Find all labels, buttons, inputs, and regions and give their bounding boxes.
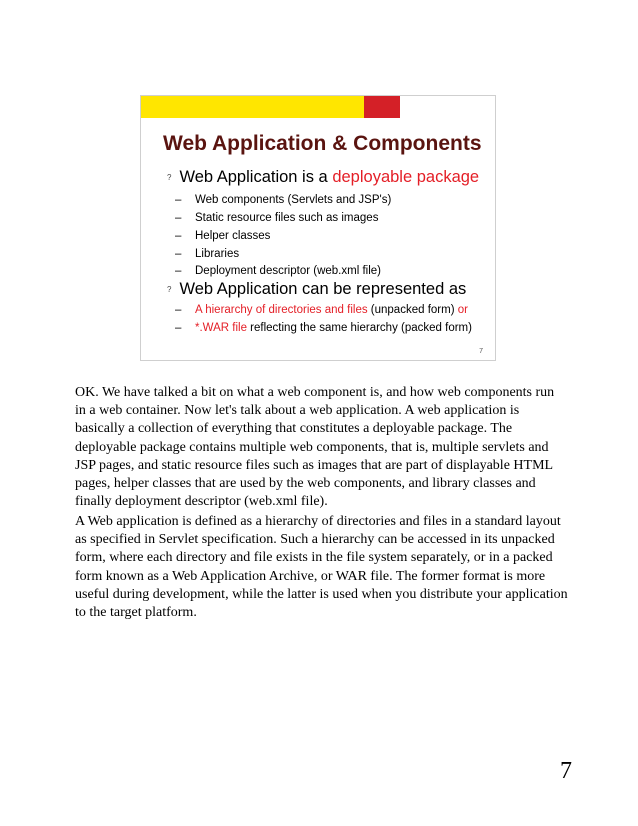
bullet-text: Web Application is a	[179, 168, 333, 186]
sub-item-highlight: or	[457, 304, 468, 316]
bullet-deployable-package	[167, 168, 479, 187]
dash-icon: –	[175, 194, 182, 206]
slide-number: 7	[479, 348, 483, 355]
dash-icon: –	[175, 322, 182, 334]
sub-item-text: reflecting the same hierarchy (packed form)	[246, 322, 472, 334]
sub-item-text: Libraries	[195, 248, 240, 260]
bullet-mark-icon: ?	[167, 173, 172, 183]
header-bar-yellow	[141, 96, 364, 118]
sub-item-text: Deployment descriptor (web.xml file)	[195, 265, 381, 277]
sub-item-text: (unpacked form)	[367, 304, 458, 316]
sub-item	[175, 322, 472, 334]
sub-item	[175, 212, 378, 224]
sub-item	[175, 230, 270, 242]
page-number: 7	[560, 758, 572, 784]
dash-icon: –	[175, 304, 182, 316]
sub-item	[175, 248, 239, 260]
sub-item-highlight: *.WAR file	[195, 322, 247, 334]
slide-thumbnail	[140, 95, 496, 361]
sub-item	[175, 194, 391, 206]
sub-item-text: Web components (Servlets and JSP's)	[195, 194, 392, 206]
sub-item-text: Static resource files such as images	[195, 212, 379, 224]
header-bar-red	[364, 96, 400, 118]
sub-item-highlight: A hierarchy of directories and files	[195, 304, 368, 316]
bullet-highlight: deployable package	[332, 168, 480, 186]
sub-item-text: Helper classes	[195, 230, 271, 242]
dash-icon: –	[175, 230, 182, 242]
slide-title: Web Application & Components	[163, 132, 482, 155]
notes-paragraph-2: A Web application is defined as a hierarchy of directories and files in a standard layout as specified in Servlet specification. Such a hierarchy can be accessed in its unpacked form, where each directory and file exists in the file system separately, or in a packed form known as a Web Application Archive, or WAR file. The former format is more useful during development, while the latter is used when you distribute your application to the target platform.	[75, 514, 568, 621]
bullet-represented-as	[167, 280, 466, 299]
dash-icon: –	[175, 265, 182, 277]
dash-icon: –	[175, 248, 182, 260]
bullet-text: Web Application can be represented as	[179, 280, 467, 298]
notes-paragraph-1: OK. We have talked a bit on what a web component is, and how web components run in a web container. Now let's talk about a web application. A web application is basically a collection of everything that constitutes a deployable package. The deployable package contains multiple web components, that is, multiple servlets and JSP pages, and static resource files such as images that are part of displayable HTML pages, helper classes that are used by the web components, and library classes and finally deployment descriptor (web.xml file).	[75, 385, 555, 510]
sub-item	[175, 304, 468, 316]
sub-item	[175, 265, 381, 277]
dash-icon: –	[175, 212, 182, 224]
bullet-mark-icon: ?	[167, 285, 172, 295]
